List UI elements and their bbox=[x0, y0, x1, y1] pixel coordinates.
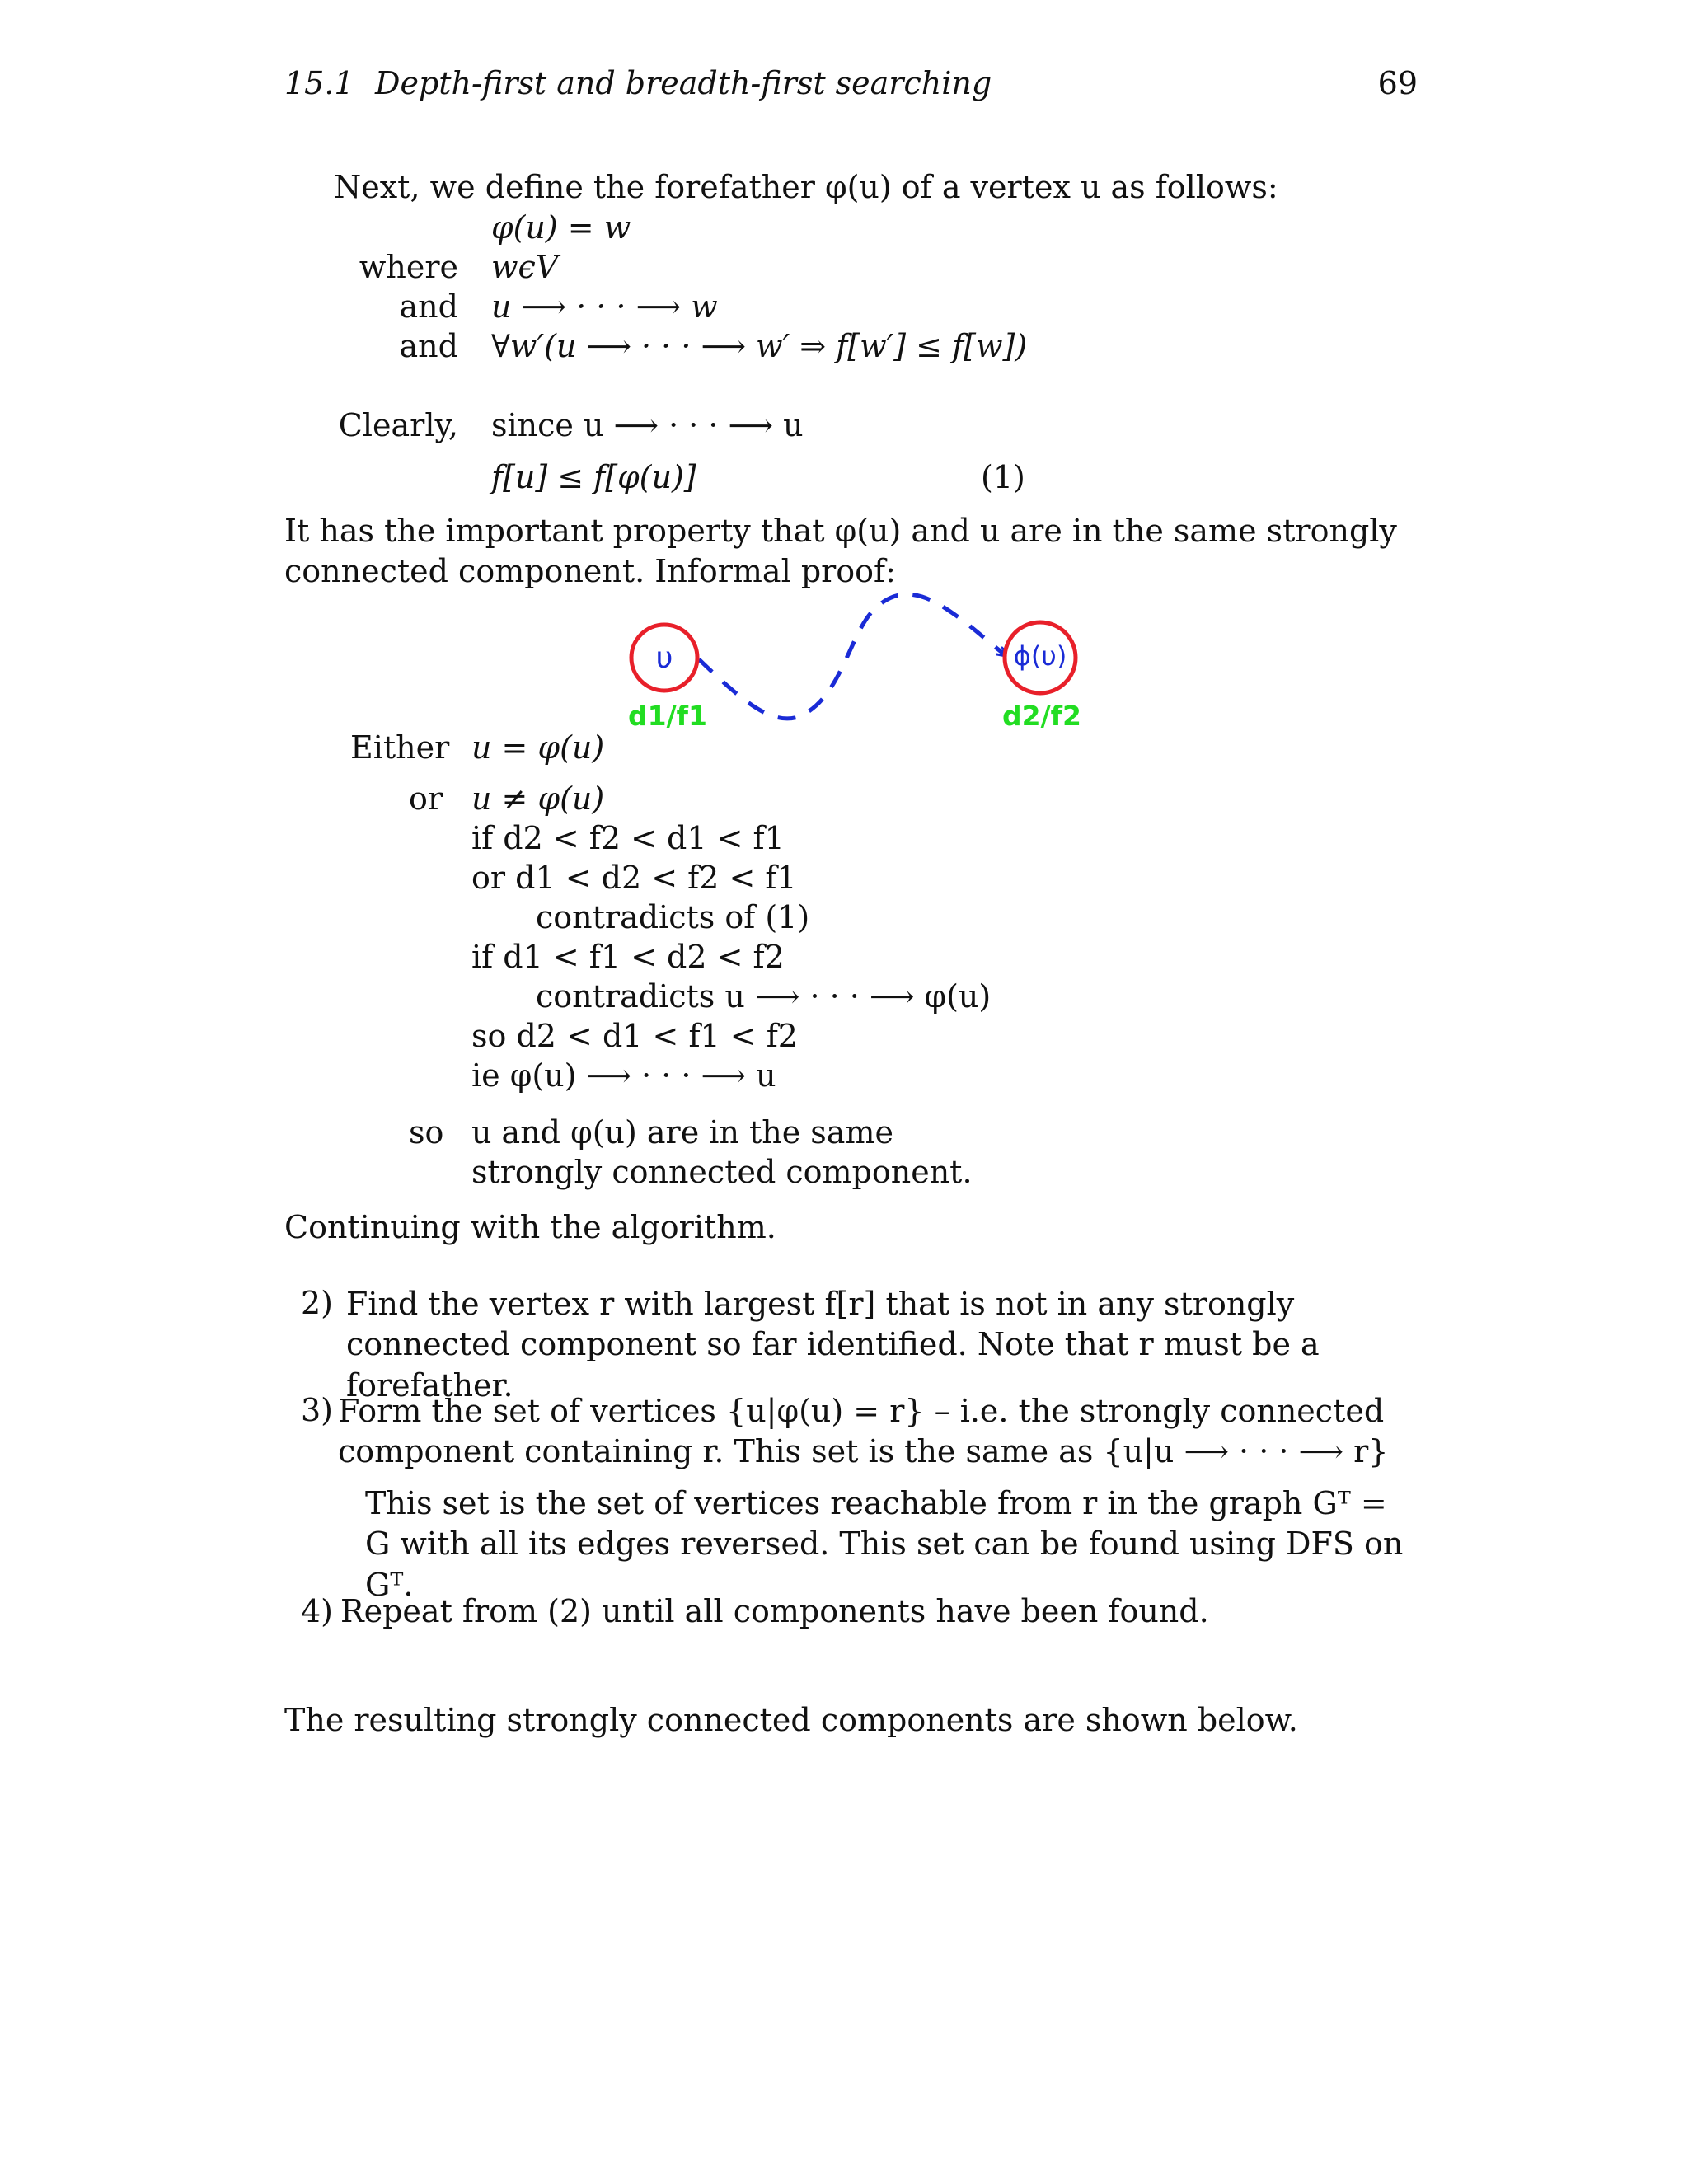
step-3-extra: This set is the set of vertices reachable from r in the graph Gᵀ = G with all its edges reversed. This set can be found using DFS on Gᵀ. bbox=[365, 1485, 1404, 1603]
step-4-number: 4) bbox=[301, 1593, 334, 1629]
either-label: Either bbox=[350, 729, 450, 766]
section-number: 15.1 bbox=[284, 65, 354, 101]
equation-number: (1) bbox=[981, 459, 1025, 495]
or-expr: u ≠ φ(u) bbox=[471, 780, 605, 817]
node-u-label: υ bbox=[655, 641, 673, 675]
closing-text: The resulting strongly connected components are shown below. bbox=[284, 1702, 1298, 1738]
clearly-label: Clearly, bbox=[338, 407, 458, 443]
case-1: if d2 < f2 < d1 < f1 bbox=[471, 820, 785, 856]
clearly-since: since u ⟶ · · · ⟶ u bbox=[491, 407, 804, 443]
step-3-number: 3) bbox=[301, 1392, 334, 1428]
step-3-text: Form the set of vertices {u|φ(u) = r} – i.e. the strongly connected component containing r. This set is the same as {u|u ⟶ · · · ⟶ r} bbox=[338, 1393, 1389, 1470]
or-label: or bbox=[409, 780, 443, 817]
case-2-result: contradicts of (1) bbox=[536, 899, 810, 935]
clearly-inequality: f[u] ≤ f[φ(u)] bbox=[491, 459, 696, 495]
either-expr: u = φ(u) bbox=[471, 729, 605, 766]
section-title: Depth-first and breadth-first searching bbox=[375, 65, 992, 101]
and-expr-2: ∀w′(u ⟶ · · · ⟶ w′ ⇒ f[w′] ≤ f[w]) bbox=[491, 328, 1028, 364]
case-2: or d1 < d2 < f2 < f1 bbox=[471, 860, 797, 896]
label-d1-f1: d1/f1 bbox=[628, 700, 707, 732]
and-label-2: and bbox=[399, 328, 458, 364]
definition-line: φ(u) = w bbox=[491, 209, 631, 246]
case-4-result: ie φ(u) ⟶ · · · ⟶ u bbox=[471, 1057, 776, 1094]
where-expr: wϵV bbox=[491, 249, 559, 285]
intro-text: Next, we define the forefather φ(u) of a vertex u as follows: bbox=[334, 169, 1278, 205]
page-number: 69 bbox=[1377, 65, 1418, 101]
conclusion-line-1: u and φ(u) are in the same bbox=[471, 1114, 893, 1151]
and-expr-1: u ⟶ · · · ⟶ w bbox=[491, 288, 718, 325]
so-label: so bbox=[409, 1114, 444, 1151]
conclusion-line-2: strongly connected component. bbox=[471, 1154, 973, 1190]
case-4: so d2 < d1 < f1 < f2 bbox=[471, 1018, 798, 1054]
dashed-path-edge bbox=[699, 594, 1006, 719]
step-2-text: Find the vertex r with largest f[r] that is not in any strongly connected component so far identified. Note that r must be a forefather. bbox=[346, 1286, 1320, 1404]
continuing-text: Continuing with the algorithm. bbox=[284, 1209, 776, 1245]
property-paragraph: It has the important property that φ(u) and u are in the same strongly connected component. Informal proof: bbox=[284, 513, 1397, 590]
and-label-1: and bbox=[399, 288, 458, 325]
label-d2-f2: d2/f2 bbox=[1002, 700, 1081, 732]
case-3: if d1 < f1 < d2 < f2 bbox=[471, 939, 785, 975]
step-2-number: 2) bbox=[301, 1285, 334, 1321]
where-label: where bbox=[359, 249, 458, 285]
case-3-result: contradicts u ⟶ · · · ⟶ φ(u) bbox=[536, 978, 992, 1015]
node-phi-u-label: ϕ(υ) bbox=[1013, 640, 1067, 672]
step-4-text: Repeat from (2) until all components have been found. bbox=[340, 1593, 1209, 1629]
